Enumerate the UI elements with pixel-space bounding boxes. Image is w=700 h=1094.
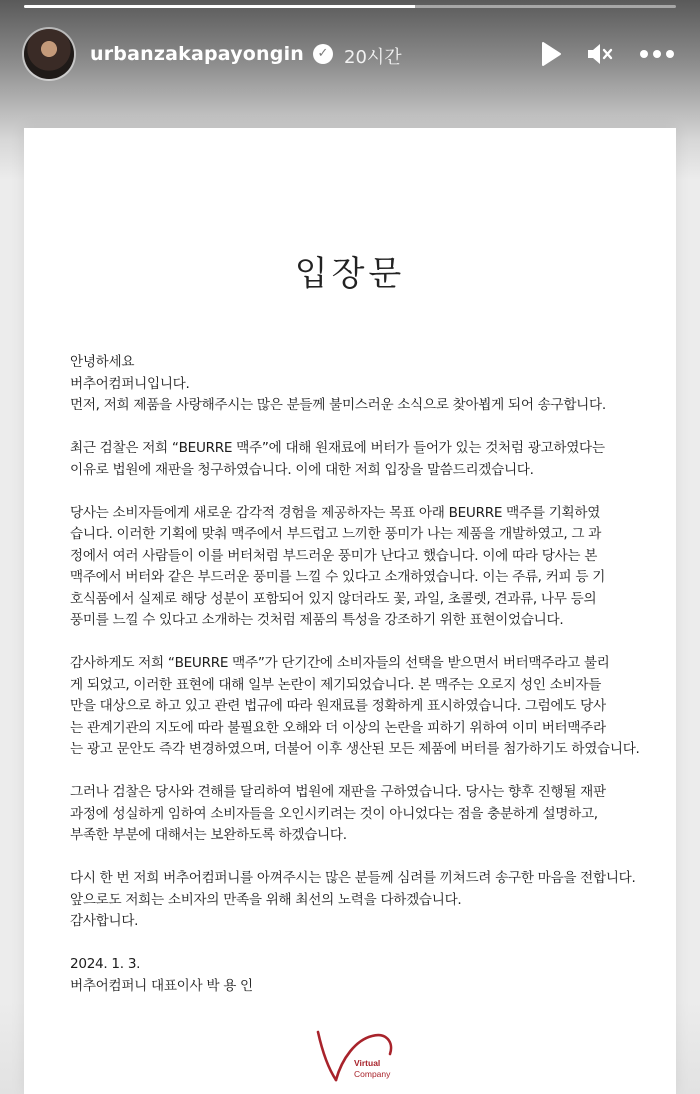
statement-document <box>24 128 676 1094</box>
text-line: 당사는 소비자들에게 새로운 감각적 경험을 제공하자는 목표 아래 BEURRE 맥주를 기획하였 <box>70 504 601 521</box>
post-time: 20시간 <box>344 47 402 68</box>
text-line: 정에서 여러 사람들이 이를 버터처럼 부드러운 풍미가 난다고 했습니다. 이에 따라 당사는 본 <box>70 547 598 564</box>
story-progress-fill <box>24 5 415 8</box>
text-line: 감사하게도 저희 “BEURRE 맥주”가 단기간에 소비자들의 선택을 받으면서 버터맥주라고 불리 <box>70 655 610 671</box>
story-header <box>24 28 676 80</box>
text-line: 부족한 부분에 대해서는 보완하도록 하겠습니다. <box>70 827 347 843</box>
text-line: 게 되었고, 이러한 표현에 대해 일부 논란이 제기되었습니다. 본 맥주는 오로지 성인 소비자들 <box>70 676 602 693</box>
username[interactable]: urbanzakapayongin <box>90 43 305 65</box>
verified-icon: ✓ <box>313 44 333 64</box>
paragraph-closing <box>70 868 650 933</box>
document-date: 2024. 1. 3. <box>70 956 141 972</box>
logo-word-virtual: Virtual <box>354 1058 381 1068</box>
paragraph-signature <box>70 954 650 997</box>
text-line: 먼저, 저희 제품을 사랑해주시는 많은 분들께 불미스러운 소식으로 찾아뵙게 되어 송구합니다. <box>70 397 606 413</box>
virtual-company-logo <box>298 1010 418 1090</box>
text-line: 는 광고 문안도 즉각 변경하였으며, 더불어 이후 생산된 모든 제품에 버터를 첨가하기도 하였습니다. <box>70 741 640 757</box>
text-line: 만을 대상으로 하고 있고 관련 법규에 따라 원재료를 정확하게 표시하였습니다. 그럼에도 당사 <box>70 698 606 714</box>
text-line: 이유로 법원에 재판을 청구하였습니다. 이에 대한 저희 입장을 말씀드리겠습니다. <box>70 461 534 478</box>
paragraph-greeting <box>70 352 650 417</box>
document-signatory: 버추어컴퍼니 대표이사 박 용 인 <box>70 977 253 994</box>
text-line: 최근 검찰은 저희 “BEURRE 맥주”에 대해 원재료에 버터가 들어가 있는 것처럼 광고하였다는 <box>70 440 605 456</box>
paragraph-trial <box>70 782 650 847</box>
story-progress-bar <box>24 5 676 8</box>
paragraph-response <box>70 653 650 761</box>
text-line: 감사합니다. <box>70 913 139 929</box>
document-body <box>70 352 650 997</box>
text-line: 맥주에서 버터와 같은 부드러운 풍미를 느낄 수 있다고 소개하였습니다. 이는 주류, 커피 등 기 <box>70 569 606 585</box>
text-line: 안녕하세요 <box>70 354 135 370</box>
text-line: 버추어컴퍼니입니다. <box>70 375 190 392</box>
text-line: 습니다. 이러한 기획에 맞춰 맥주에서 부드럽고 느끼한 풍미가 나는 제품을 개발하였고, 그 과 <box>70 526 602 542</box>
play-icon <box>534 38 566 70</box>
text-line: 과정에 성실하게 임하여 소비자들을 오인시키려는 것이 아니었다는 점을 충분하게 설명하고, <box>70 805 598 822</box>
text-line: 그러나 검찰은 당사와 견해를 달리하여 법원에 재판을 구하였습니다. 당사는 향후 진행될 재판 <box>70 784 606 800</box>
text-line: 호식품에서 실제로 해당 성분이 포함되어 있지 않더라도 꽃, 과일, 초콜렛, 견과류, 나무 등의 <box>70 590 597 607</box>
text-line: 는 관계기관의 지도에 따라 불필요한 오해와 더 이상의 논란을 피하기 위하여 이미 버터맥주라 <box>70 719 606 736</box>
mute-icon <box>584 38 616 70</box>
text-line: 풍미를 느낄 수 있다고 소개하는 것처럼 제품의 특성을 강조하기 위한 표현이었습니다. <box>70 612 564 628</box>
more-options-button[interactable] <box>638 38 670 70</box>
logo-word-company: Company <box>354 1069 391 1079</box>
document-title: 입장문 <box>294 254 406 294</box>
avatar[interactable] <box>24 29 74 79</box>
text-line: 앞으로도 저희는 소비자의 만족을 위해 최선의 노력을 다하겠습니다. <box>70 891 462 908</box>
mute-button[interactable] <box>584 38 616 70</box>
paragraph-product-intent <box>70 503 650 632</box>
more-icon <box>638 38 676 70</box>
text-line: 다시 한 번 저희 버추어컴퍼니를 아껴주시는 많은 분들께 심려를 끼쳐드려 송구한 마음을 전합니다. <box>70 870 636 886</box>
paragraph-background <box>70 438 650 481</box>
play-button[interactable] <box>534 38 566 70</box>
